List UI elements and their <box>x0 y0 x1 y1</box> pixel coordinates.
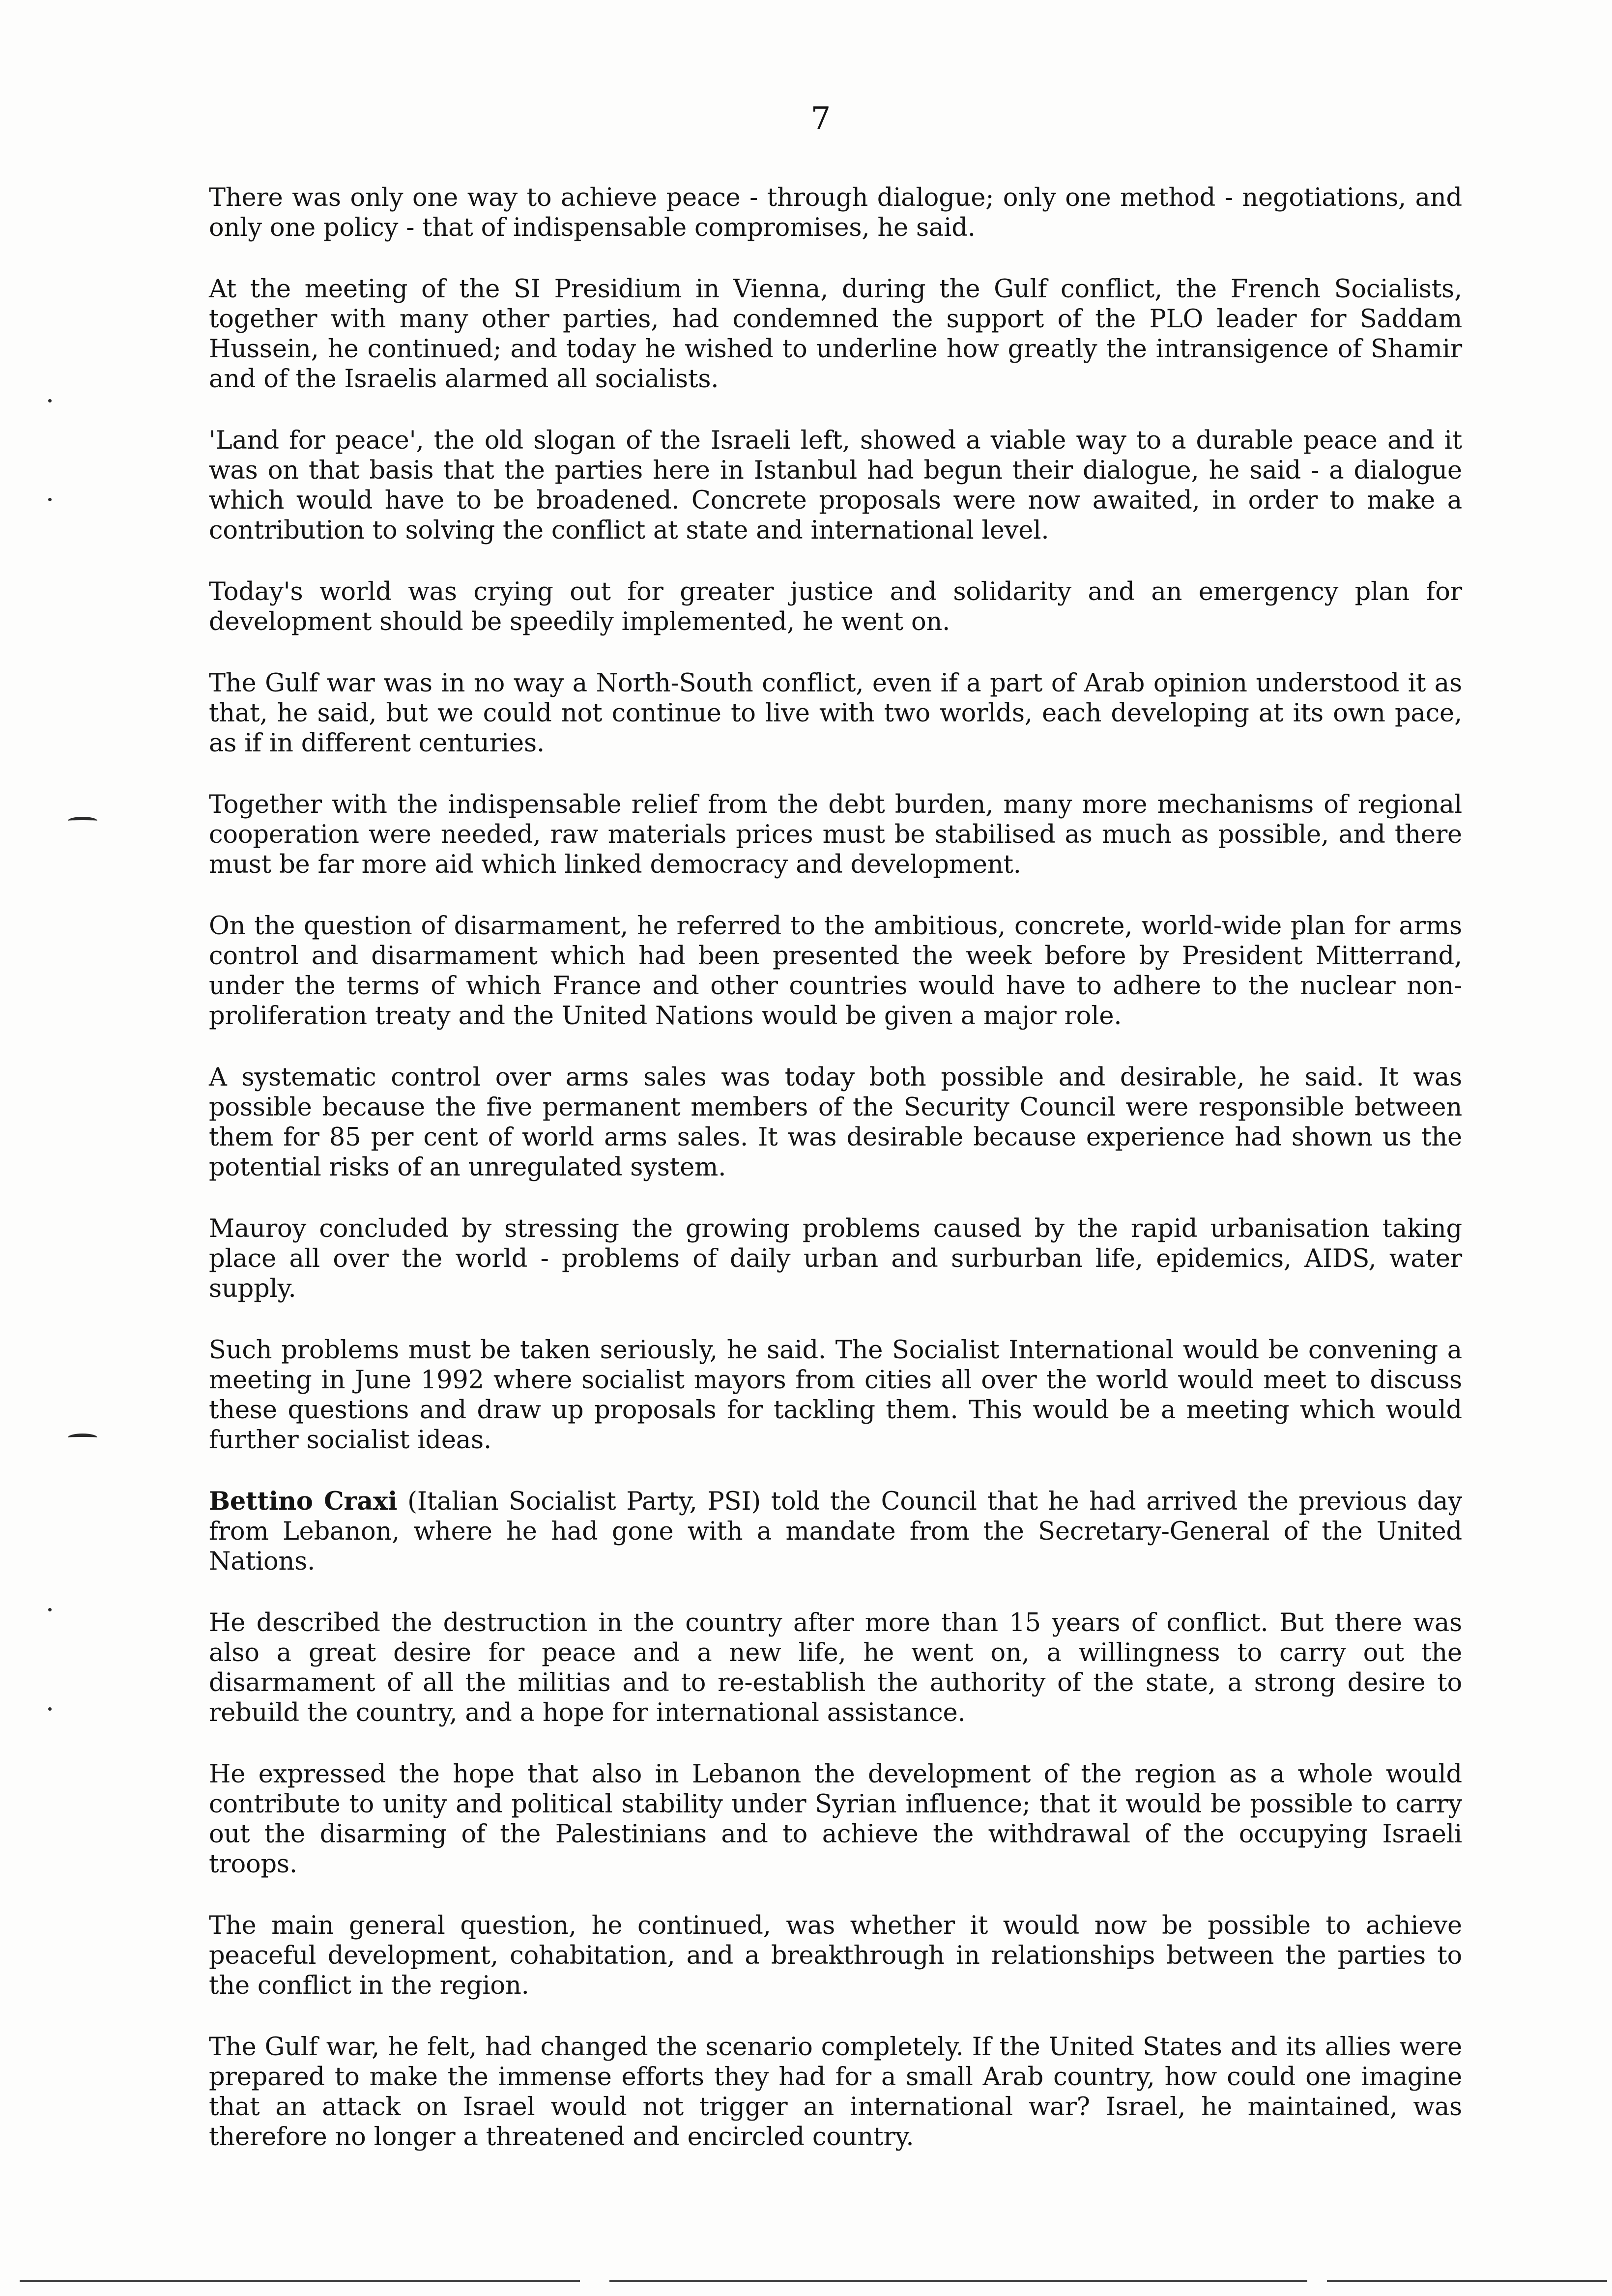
paragraph: The Gulf war, he felt, had changed the scenario completely. If the United States and its allies were prepared to make the immense efforts they had for a small Arab country, how could one imagine that an attack on Israel would not trigger an international war? Israel, he maintained, was therefore no longer a threatened and encircled country. <box>209 2033 1462 2152</box>
paragraph: Mauroy concluded by stressing the growing problems caused by the rapid urbanisation taking place all over the world - problems of daily urban and surburban life, epidemics, AIDS, water supply. <box>209 1214 1462 1303</box>
scan-edge-gap <box>1307 2279 1327 2283</box>
paragraph-text: (Italian Socialist Party, PSI) told the Council that he had arrived the previous day from Lebanon, where he had gone with a mandate from the Secretary-General of the United Nations. <box>209 1487 1462 1576</box>
paragraph: Such problems must be taken seriously, he said. The Socialist International would be convening a meeting in June 1992 where socialist mayors from cities all over the world would meet to discuss these questions and draw up proposals for tackling them. This would be a meeting which would further socialist ideas. <box>209 1336 1462 1455</box>
scan-speck <box>48 498 52 501</box>
speaker-name: Bettino Craxi <box>209 1487 398 1516</box>
paragraph: He described the destruction in the country after more than 15 years of conflict. But there was also a great desire for peace and a new life, he went on, a willingness to carry out the disarmament of all the militias and to re-establish the authority of the state, a strong desire to rebuild the country, and a hope for international assistance. <box>209 1608 1462 1727</box>
paragraph: There was only one way to achieve peace - through dialogue; only one method - negotiations, and only one policy - that of indispensable compromises, he said. <box>209 183 1462 242</box>
paragraph: On the question of disarmament, he referred to the ambitious, concrete, world-wide plan for arms control and disarmament which had been presented the week before by President Mitterrand, under the terms of which France and other countries would have to adhere to the nuclear non-proliferation treaty and the United Nations would be given a major role. <box>209 912 1462 1031</box>
scan-speck <box>48 1707 52 1711</box>
bottom-scan-edge <box>20 2280 1607 2282</box>
paragraph: A systematic control over arms sales was today both possible and desirable, he said. It was possible because the five permanent members of the Security Council were responsible between them for 85 per cent of world arms sales. It was desirable because experience had shown us the potential risks of an unregulated system. <box>209 1063 1462 1182</box>
scan-mark <box>68 817 97 825</box>
scan-mark <box>68 1434 97 1441</box>
scan-edge-gap <box>580 2279 609 2283</box>
scan-speck <box>48 1608 52 1611</box>
paragraph <box>209 1487 1462 1577</box>
paragraph: The Gulf war was in no way a North-South conflict, even if a part of Arab opinion understood it as that, he said, but we could not continue to live with two worlds, each developing at its own pace, as if in different centuries. <box>209 669 1462 758</box>
body-text <box>209 183 1462 2152</box>
scan-speck <box>48 399 52 402</box>
paragraph: The main general question, he continued, was whether it would now be possible to achieve peaceful development, cohabitation, and a breakthrough in relationships between the parties to the conflict in the region. <box>209 1911 1462 2000</box>
paragraph: At the meeting of the SI Presidium in Vienna, during the Gulf conflict, the French Socialists, together with many other parties, had condemned the support of the PLO leader for Saddam Hussein, he continued; and today he wished to underline how greatly the intransigence of Shamir and of the Israelis alarmed all socialists. <box>209 275 1462 394</box>
page-number: 7 <box>810 101 831 137</box>
paragraph: He expressed the hope that also in Lebanon the development of the region as a whole would contribute to unity and political stability under Syrian influence; that it would be possible to carry out the disarming of the Palestinians and to achieve the withdrawal of the occupying Israeli troops. <box>209 1760 1462 1879</box>
paragraph: 'Land for peace', the old slogan of the Israeli left, showed a viable way to a durable peace and it was on that basis that the parties here in Istanbul had begun their dialogue, he said - a dialogue which would have to be broadened. Concrete proposals were now awaited, in order to make a contribution to solving the conflict at state and international level. <box>209 426 1462 545</box>
paragraph: Together with the indispensable relief from the debt burden, many more mechanisms of regional cooperation were needed, raw materials prices must be stabilised as much as possible, and there must be far more aid which linked democracy and development. <box>209 790 1462 879</box>
paragraph: Today's world was crying out for greater justice and solidarity and an emergency plan for development should be speedily implemented, he went on. <box>209 577 1462 636</box>
